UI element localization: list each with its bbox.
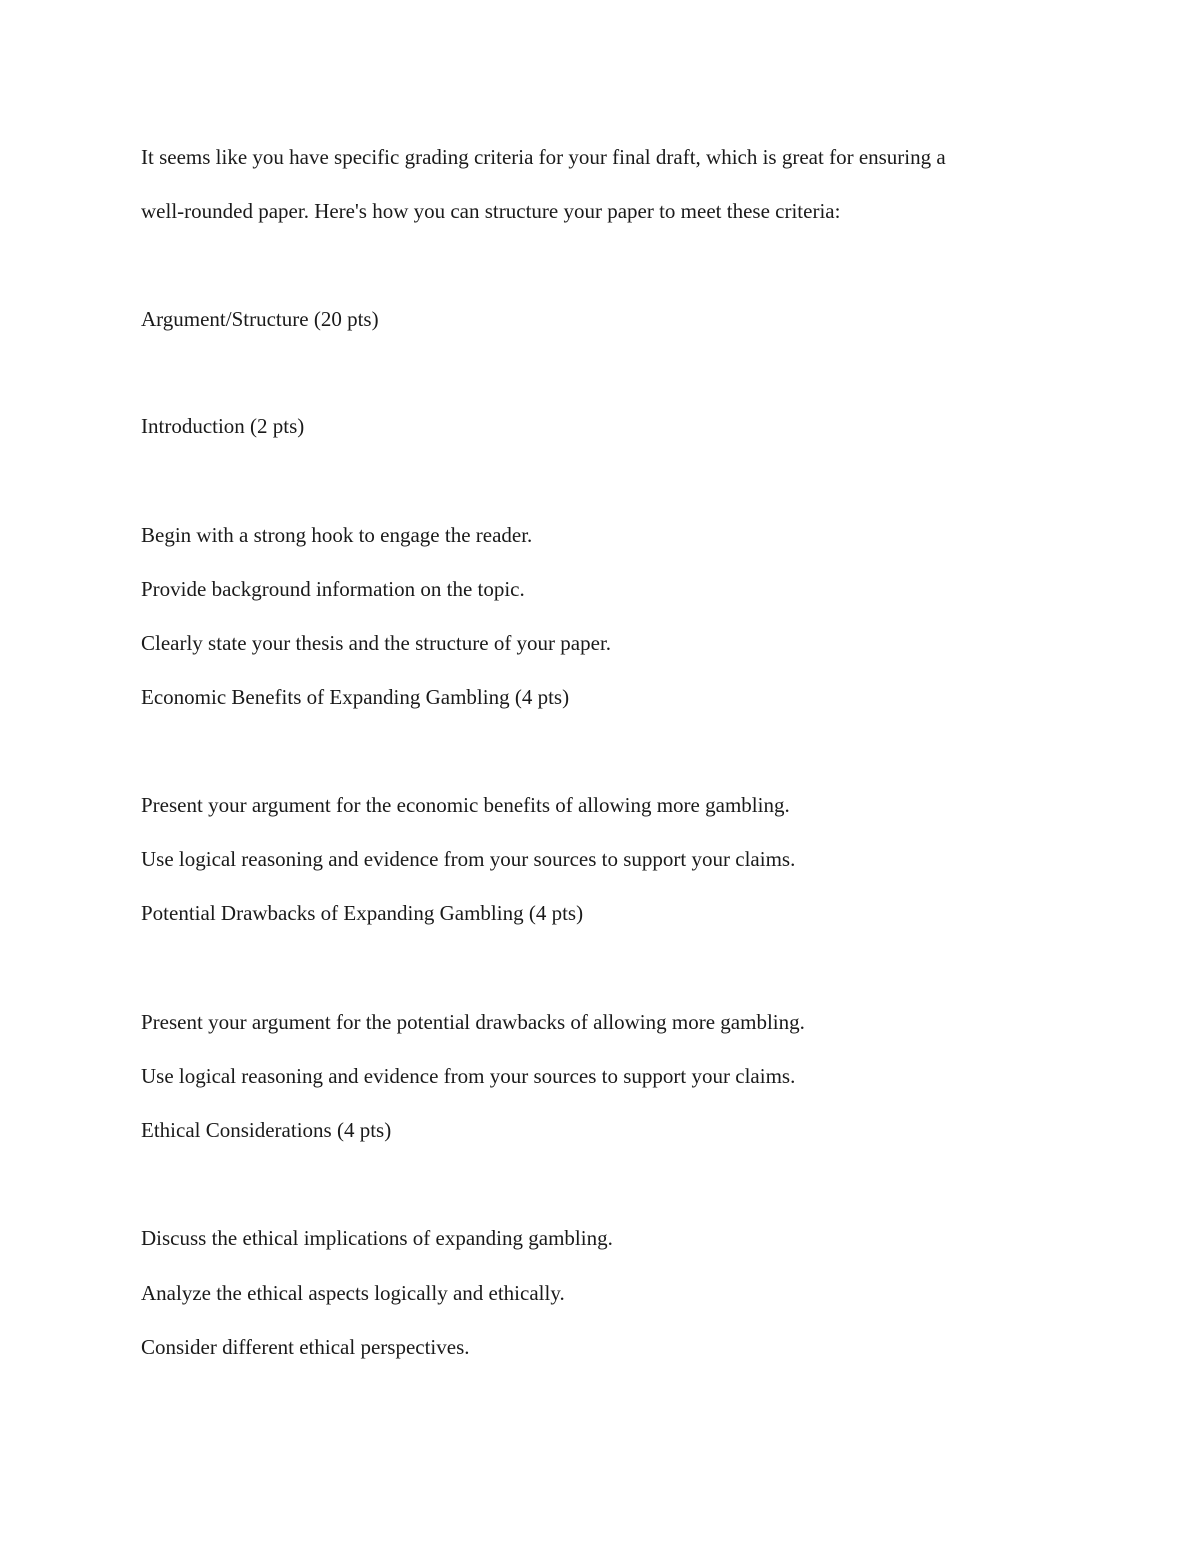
intro-line-2: well-rounded paper. Here's how you can structure your paper to meet these criteria: — [141, 199, 841, 223]
heading-ethical-considerations: Ethical Considerations (4 pts) — [141, 1118, 392, 1142]
drawbacks-item-evidence: Use logical reasoning and evidence from your sources to support your claims. — [141, 1064, 796, 1088]
heading-economic-benefits: Economic Benefits of Expanding Gambling (4 pts) — [141, 685, 570, 709]
heading-potential-drawbacks: Potential Drawbacks of Expanding Gambling (4 pts) — [141, 901, 584, 925]
economic-item-evidence: Use logical reasoning and evidence from your sources to support your claims. — [141, 847, 796, 871]
economic-item-argument: Present your argument for the economic benefits of allowing more gambling. — [141, 793, 790, 817]
introduction-item-hook: Begin with a strong hook to engage the reader. — [141, 523, 533, 547]
ethical-item-perspectives: Consider different ethical perspectives. — [141, 1335, 470, 1359]
introduction-item-background: Provide background information on the topic. — [141, 577, 525, 601]
ethical-item-implications: Discuss the ethical implications of expanding gambling. — [141, 1226, 613, 1250]
heading-argument-structure: Argument/Structure (20 pts) — [141, 307, 379, 331]
intro-line-1: It seems like you have specific grading criteria for your final draft, which is great for ensuring a — [141, 145, 946, 169]
drawbacks-item-argument: Present your argument for the potential drawbacks of allowing more gambling. — [141, 1010, 805, 1034]
ethical-item-analyze: Analyze the ethical aspects logically and ethically. — [141, 1281, 565, 1305]
heading-introduction: Introduction (2 pts) — [141, 414, 305, 438]
introduction-item-thesis: Clearly state your thesis and the structure of your paper. — [141, 631, 612, 655]
